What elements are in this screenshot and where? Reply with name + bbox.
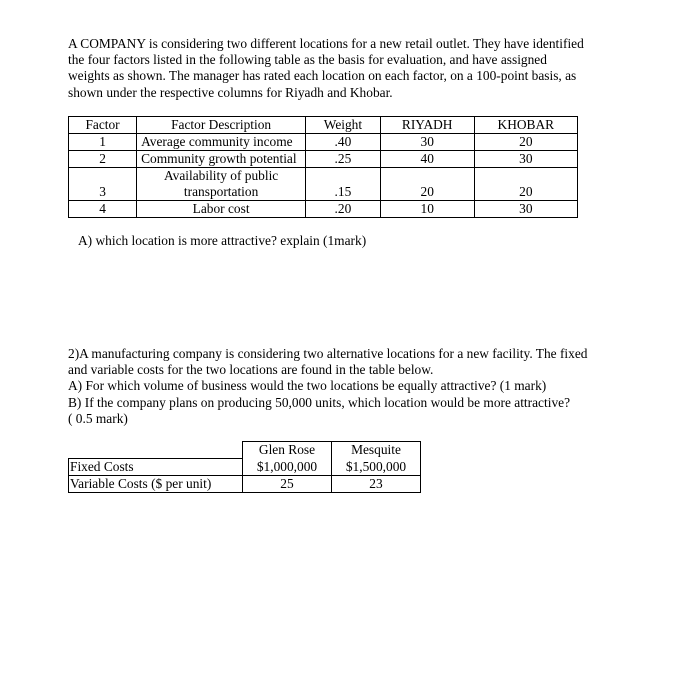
cell-khobar: 20 <box>474 134 577 151</box>
cell-weight: .15 <box>306 168 381 201</box>
table-row <box>69 475 421 492</box>
problem2-line: and variable costs for the two locations are found in the table below. <box>68 362 434 378</box>
header-factor: Factor <box>69 117 137 134</box>
header-factor-description: Factor Description <box>137 117 306 134</box>
fixed-costs-glen-rose: $1,000,000 <box>243 458 332 475</box>
table-header-row <box>69 117 578 134</box>
problem2-line: A) For which volume of business would the two locations be equally attractive? (1 mark) <box>68 378 547 394</box>
cell-factor: 1 <box>69 134 137 151</box>
table-row <box>69 134 578 151</box>
fixed-costs-label: Fixed Costs <box>69 458 243 475</box>
problem1-text <box>68 36 628 101</box>
table-row <box>69 458 421 475</box>
fixed-costs-mesquite: $1,500,000 <box>332 458 421 475</box>
cost-header-empty <box>69 442 243 459</box>
location-cost-table <box>68 441 421 493</box>
variable-costs-label: Variable Costs ($ per unit) <box>69 475 243 492</box>
cell-description-line: Availability of public <box>163 168 279 183</box>
cell-description: Labor cost <box>137 201 306 218</box>
problem2-line: ( 0.5 mark) <box>68 410 128 426</box>
table-row <box>69 168 578 201</box>
header-riyadh: RIYADH <box>380 117 474 134</box>
table-row <box>69 151 578 168</box>
problem1-line: the four factors listed in the following table as the basis for evaluation, and have assigned <box>68 52 547 68</box>
cell-description <box>137 168 306 201</box>
factor-rating-table <box>68 116 578 218</box>
cell-weight: .40 <box>306 134 381 151</box>
header-khobar: KHOBAR <box>474 117 577 134</box>
cost-header-row <box>69 442 421 459</box>
cell-khobar: 30 <box>474 151 577 168</box>
cell-description: Community growth potential <box>137 151 306 168</box>
header-glen-rose: Glen Rose <box>243 442 332 459</box>
cell-weight: .25 <box>306 151 381 168</box>
cell-riyadh: 30 <box>380 134 474 151</box>
cell-weight: .20 <box>306 201 381 218</box>
cell-factor: 2 <box>69 151 137 168</box>
header-weight: Weight <box>306 117 381 134</box>
variable-costs-mesquite: 23 <box>332 475 421 492</box>
problem1-line: A COMPANY is considering two different locations for a new retail outlet. They have identified <box>68 36 584 51</box>
cell-description: Average community income <box>137 134 306 151</box>
cell-riyadh: 40 <box>380 151 474 168</box>
table-row <box>69 201 578 218</box>
problem2-line: 2)A manufacturing company is considering two alternative locations for a new facility. The fixed <box>68 346 588 361</box>
problem1-line: weights as shown. The manager has rated each location on each factor, on a 100-point basis, as <box>68 68 577 84</box>
cell-khobar: 30 <box>474 201 577 218</box>
cell-khobar: 20 <box>474 168 577 201</box>
cell-factor: 4 <box>69 201 137 218</box>
header-mesquite: Mesquite <box>332 442 421 459</box>
variable-costs-glen-rose: 25 <box>243 475 332 492</box>
cell-description-line: transportation <box>183 184 259 199</box>
problem1-line: shown under the respective columns for Riyadh and Khobar. <box>68 84 393 100</box>
problem2-text <box>68 346 628 427</box>
question-a: A) which location is more attractive? explain (1mark) <box>78 233 367 248</box>
cell-riyadh: 10 <box>380 201 474 218</box>
cell-riyadh: 20 <box>380 168 474 201</box>
problem2-line: B) If the company plans on producing 50,000 units, which location would be more attractive? <box>68 394 571 410</box>
cell-factor: 3 <box>69 168 137 201</box>
